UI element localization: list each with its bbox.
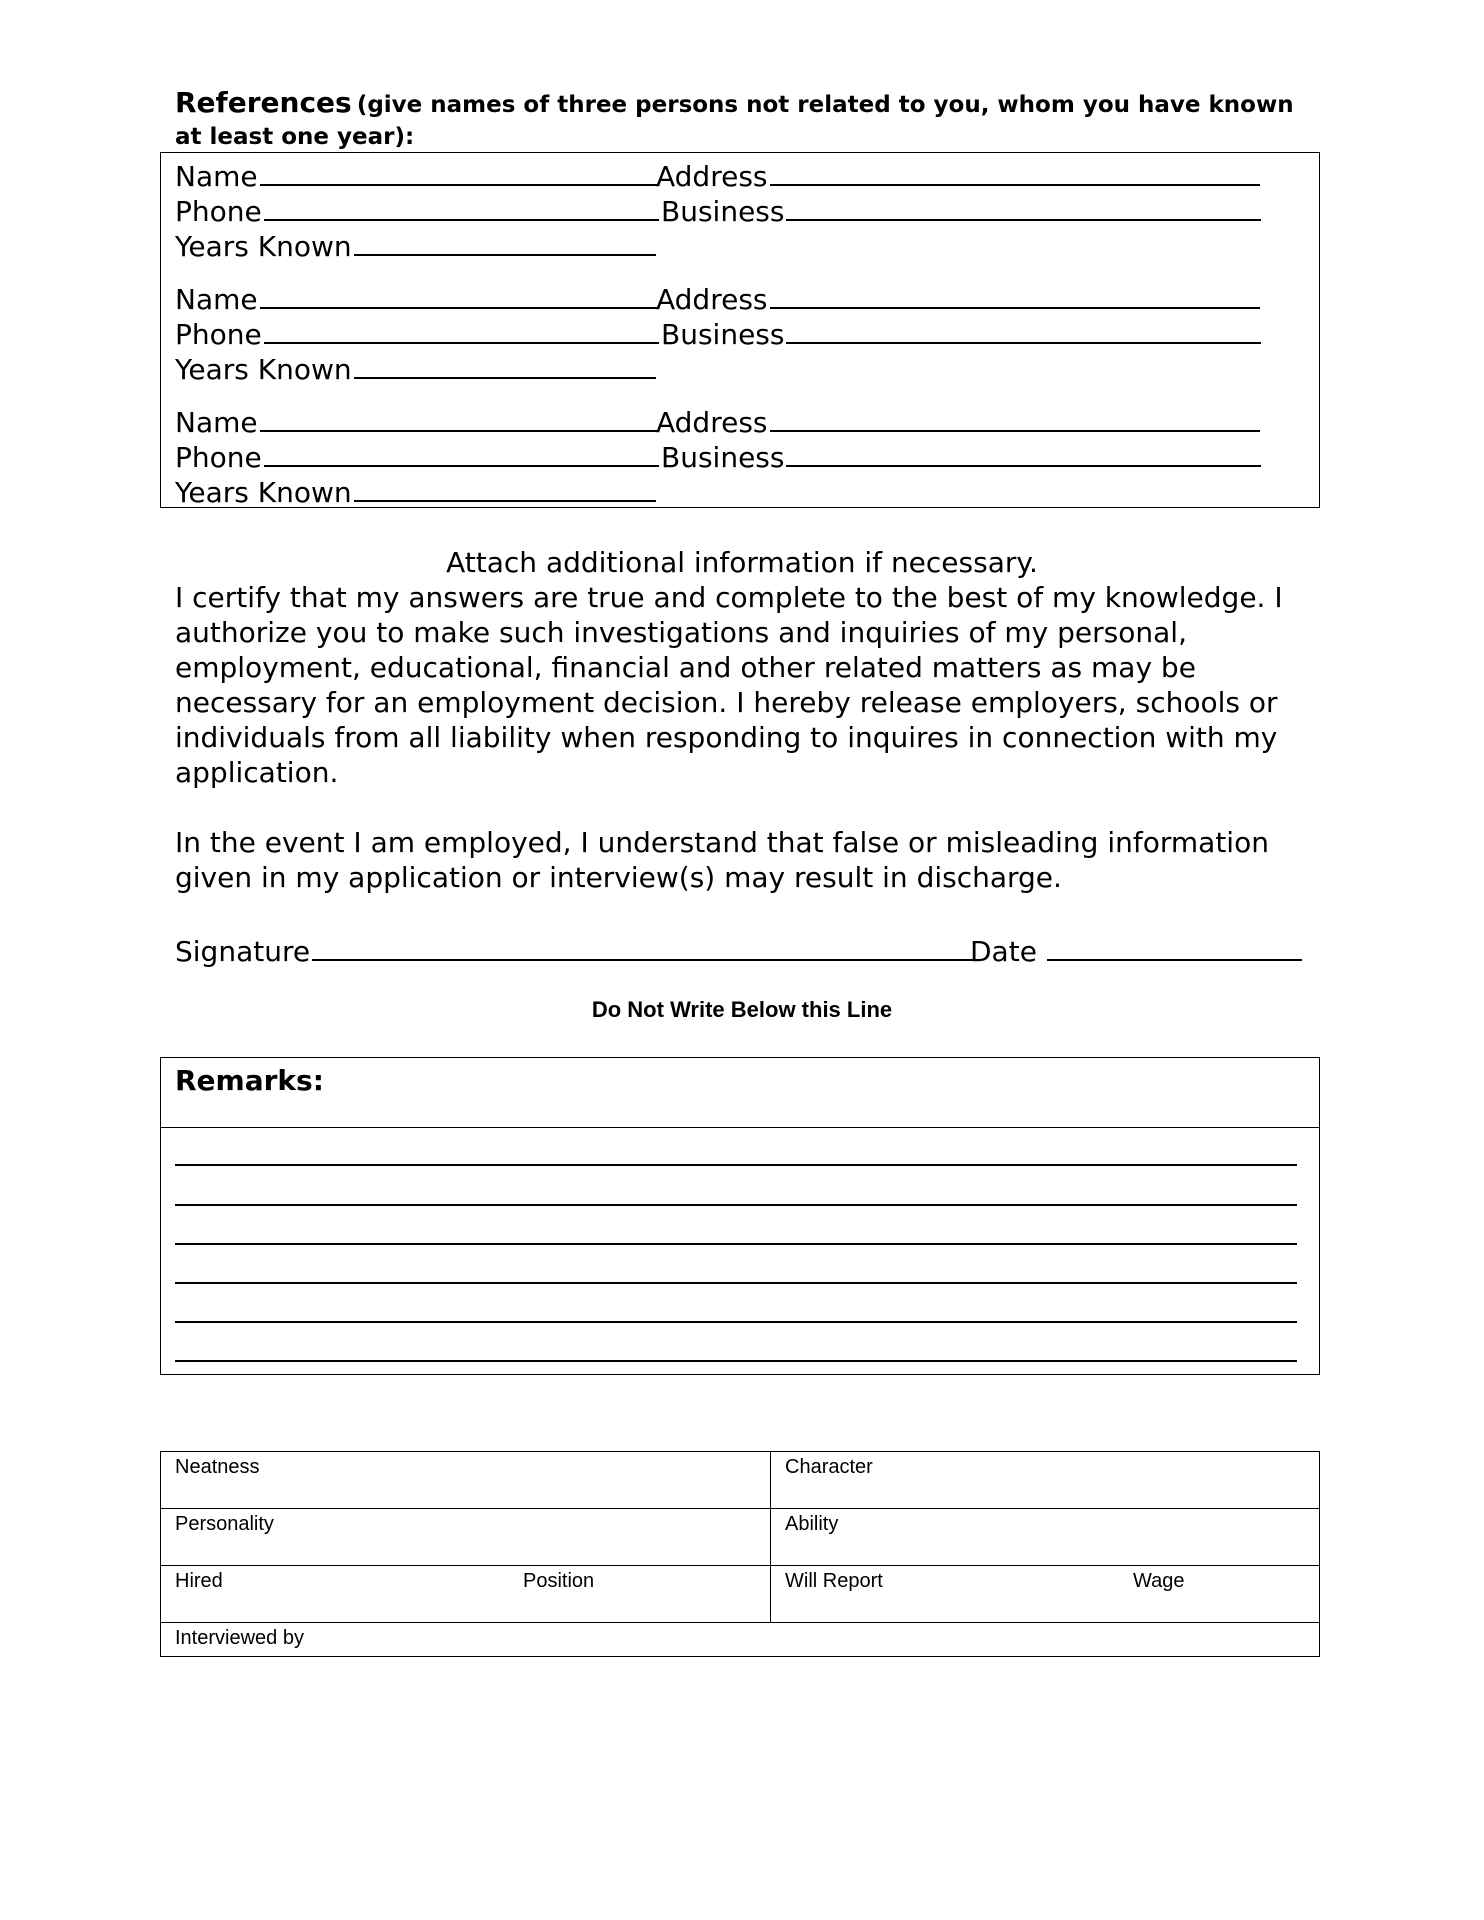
signature-row bbox=[175, 930, 1305, 968]
references-box bbox=[160, 152, 1320, 508]
reference-2-name-field[interactable] bbox=[175, 280, 657, 317]
reference-3-name-field[interactable] bbox=[175, 403, 657, 440]
hired-position-cell[interactable] bbox=[161, 1566, 771, 1623]
remarks-line-3[interactable] bbox=[175, 1243, 1297, 1245]
reference-1-years-label: Years Known bbox=[175, 230, 352, 263]
reference-1-phone-label: Phone bbox=[175, 195, 262, 228]
date-label: Date bbox=[970, 935, 1037, 968]
reference-2-business-field[interactable] bbox=[661, 315, 1261, 352]
reference-1-years-field[interactable] bbox=[175, 227, 656, 264]
references-subtitle: (give names of three persons not related to you, whom you have known at least one year): bbox=[175, 92, 1294, 150]
reference-3-phone-field[interactable] bbox=[175, 438, 659, 475]
reference-2-name-label: Name bbox=[175, 283, 258, 316]
reference-1-business-label: Business bbox=[661, 195, 785, 228]
reference-1-name-field[interactable] bbox=[175, 157, 657, 194]
will-report-label: Will Report bbox=[785, 1570, 883, 1592]
reference-2-business-label: Business bbox=[661, 318, 785, 351]
evaluation-row-2 bbox=[161, 1509, 1320, 1566]
do-not-write-notice: Do Not Write Below this Line bbox=[591, 997, 893, 1022]
neatness-label: Neatness bbox=[175, 1456, 260, 1478]
signature-field[interactable] bbox=[175, 930, 978, 969]
reference-entry-2 bbox=[175, 280, 1295, 385]
remarks-line-5[interactable] bbox=[175, 1321, 1297, 1323]
character-cell[interactable] bbox=[771, 1452, 1320, 1509]
character-label: Character bbox=[785, 1456, 873, 1478]
reference-3-name-label: Name bbox=[175, 406, 258, 439]
reference-3-phone-label: Phone bbox=[175, 441, 262, 474]
remarks-box bbox=[160, 1057, 1320, 1375]
reference-1-address-label: Address bbox=[656, 160, 768, 193]
reference-2-years-label: Years Known bbox=[175, 353, 352, 386]
reference-3-business-label: Business bbox=[661, 441, 785, 474]
remarks-line-6[interactable] bbox=[175, 1360, 1297, 1362]
reference-3-address-label: Address bbox=[656, 406, 768, 439]
signature-label: Signature bbox=[175, 935, 311, 968]
reference-2-address-label: Address bbox=[656, 283, 768, 316]
reference-2-phone-label: Phone bbox=[175, 318, 262, 351]
position-label: Position bbox=[523, 1570, 595, 1592]
report-wage-cell[interactable] bbox=[771, 1566, 1320, 1623]
evaluation-table bbox=[160, 1451, 1320, 1657]
certification-paragraph-1: I certify that my answers are true and complete to the best of my knowledge. I authorize you to make such investigations and inquiries of my personal, employment, educational, financial and other related matters as may be necessary for an employment decision. I hereby release employers, schools or individuals from all liability when responding to inquires in connection with my application. bbox=[175, 581, 1283, 789]
references-title: References bbox=[175, 86, 352, 119]
evaluation-row-3 bbox=[161, 1566, 1320, 1623]
reference-entry-1 bbox=[175, 157, 1295, 262]
reference-3-years-label: Years Known bbox=[175, 476, 352, 509]
reference-1-name-label: Name bbox=[175, 160, 258, 193]
reference-3-years-field[interactable] bbox=[175, 473, 656, 510]
interviewed-by-label: Interviewed by bbox=[175, 1627, 304, 1649]
reference-1-business-field[interactable] bbox=[661, 192, 1261, 229]
evaluation-row-4 bbox=[161, 1623, 1320, 1657]
reference-2-phone-field[interactable] bbox=[175, 315, 659, 352]
reference-3-business-field[interactable] bbox=[661, 438, 1261, 475]
reference-1-address-field[interactable] bbox=[656, 157, 1260, 194]
reference-2-years-field[interactable] bbox=[175, 350, 656, 387]
neatness-cell[interactable] bbox=[161, 1452, 771, 1509]
interviewed-by-cell[interactable] bbox=[161, 1623, 1320, 1657]
personality-cell[interactable] bbox=[161, 1509, 771, 1566]
ability-label: Ability bbox=[785, 1513, 839, 1535]
references-heading bbox=[175, 88, 1325, 154]
certification-paragraph-2: In the event I am employed, I understand that false or misleading information given in my application or interview(s) may result in discharge. bbox=[175, 826, 1269, 894]
remarks-line-4[interactable] bbox=[175, 1282, 1297, 1284]
ability-cell[interactable] bbox=[771, 1509, 1320, 1566]
hired-label: Hired bbox=[175, 1570, 223, 1592]
remarks-label: Remarks: bbox=[161, 1058, 1319, 1128]
reference-entry-3 bbox=[175, 403, 1295, 508]
wage-label: Wage bbox=[1133, 1570, 1185, 1592]
remarks-line-2[interactable] bbox=[175, 1204, 1297, 1206]
reference-3-address-field[interactable] bbox=[656, 403, 1260, 440]
reference-2-address-field[interactable] bbox=[656, 280, 1260, 317]
certification-text bbox=[175, 580, 1325, 895]
reference-1-phone-field[interactable] bbox=[175, 192, 659, 229]
personality-label: Personality bbox=[175, 1513, 274, 1535]
date-field[interactable] bbox=[970, 930, 1302, 969]
remarks-line-1[interactable] bbox=[175, 1164, 1297, 1166]
evaluation-row-1 bbox=[161, 1452, 1320, 1509]
attach-note: Attach additional information if necessary. bbox=[446, 546, 1038, 579]
